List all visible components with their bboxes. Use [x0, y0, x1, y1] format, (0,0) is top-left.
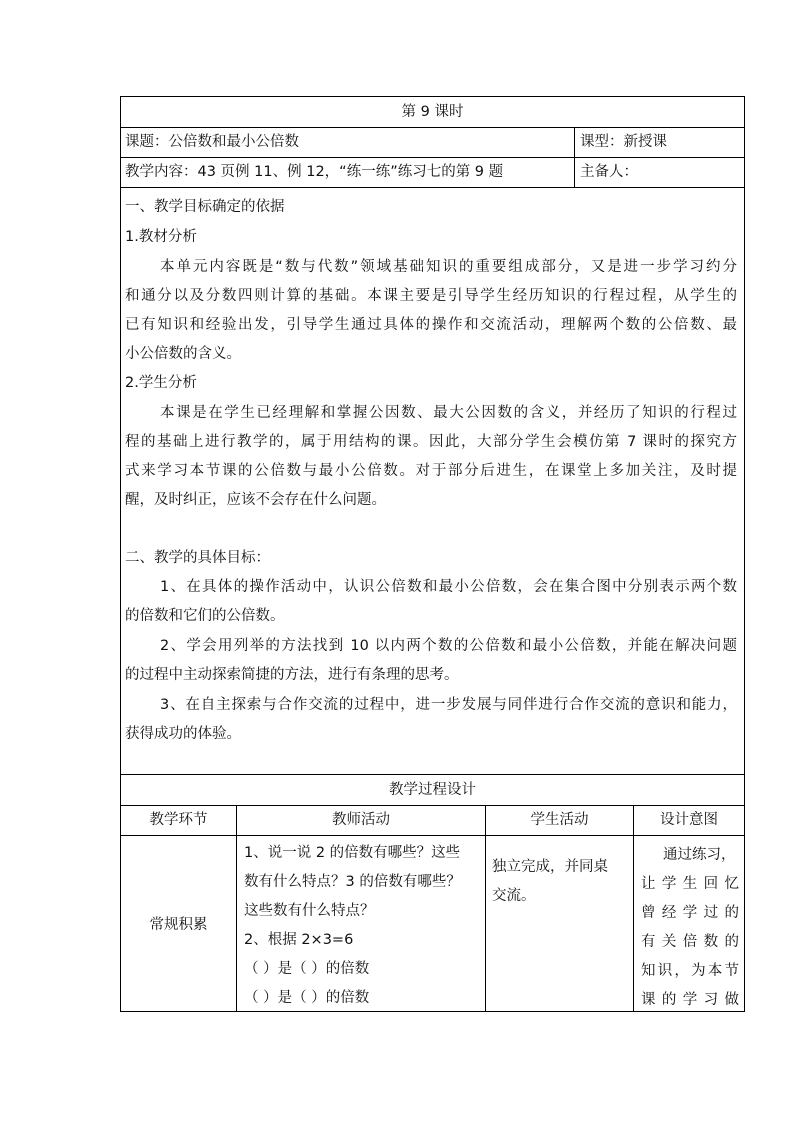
subsection-heading: 2.学生分析	[125, 375, 197, 391]
paragraph-line: 式来学习本节课的公倍数与最小公倍数。对于部分后进生，在课堂上多加关注，及时提	[125, 463, 737, 479]
column-header: 设计意图	[660, 812, 718, 828]
table-rule	[120, 835, 745, 836]
process-title: 教学过程设计	[389, 782, 476, 798]
table-rule	[744, 96, 745, 1012]
student-activity-line: 独立完成，并同桌	[492, 859, 608, 875]
teacher-activity-line: （ ）是（ ）的倍数	[244, 961, 370, 977]
preparer: 主备人：	[580, 164, 638, 180]
teacher-activity-line: 1、说一说 2 的倍数有哪些？这些	[244, 845, 461, 861]
table-rule	[236, 805, 237, 1012]
intent-line: 让学生回忆	[641, 876, 739, 892]
paragraph-line: 本单元内容既是“数与代数”领域基础知识的重要组成部分，又是进一步学习约分	[160, 259, 737, 275]
intent-line: 曾经学过的	[641, 905, 739, 921]
stage-cell: 常规积累	[149, 917, 208, 933]
objective-line: 3、在自主探索与合作交流的过程中，进一步发展与同伴进行合作交流的意识和能力，	[160, 697, 737, 713]
objective-line: 的倍数和它们的公倍数。	[125, 608, 285, 624]
table-rule	[120, 774, 745, 775]
table-rule	[120, 805, 745, 806]
section-heading: 二、教学的具体目标：	[125, 550, 270, 566]
column-header: 教师活动	[332, 812, 390, 828]
objective-line: 获得成功的体验。	[125, 726, 241, 742]
teacher-activity-line: 数有什么特点？3 的倍数有哪些？	[244, 874, 461, 890]
table-rule	[120, 96, 745, 97]
paragraph-line: 程的基础上进行教学的，属于用结构的课。因此，大部分学生会模仿第 7 课时的探究方	[125, 434, 737, 450]
table-rule	[120, 127, 745, 128]
objective-line: 1、在具体的操作活动中，认识公倍数和最小公倍数，会在集合图中分别表示两个数	[160, 579, 737, 595]
table-rule	[633, 805, 634, 1012]
paragraph-line: 本课是在学生已经理解和掌握公因数、最大公因数的含义，并经历了知识的行程过	[160, 405, 737, 421]
table-rule	[120, 157, 745, 158]
table-rule	[574, 127, 575, 188]
paragraph-line: 已有知识和经验出发，引导学生通过具体的操作和交流活动，理解两个数的公倍数、最	[125, 317, 737, 333]
paragraph-line: 和通分以及分数四则计算的基础。本课主要是引导学生经历知识的行程过程，从学生的	[125, 288, 737, 304]
table-rule	[120, 187, 745, 188]
intent-line: 通过练习，	[663, 847, 736, 863]
subsection-heading: 1.教材分析	[125, 229, 197, 245]
paragraph-line: 小公倍数的含义。	[125, 346, 241, 362]
lesson-type: 课型：新授课	[580, 134, 667, 150]
column-header: 学生活动	[530, 812, 589, 828]
section-heading: 一、教学目标确定的依据	[125, 199, 285, 215]
table-rule	[485, 805, 486, 1012]
lesson-content: 教学内容：43 页例 11、例 12，“练一练”练习七的第 9 题	[125, 164, 504, 180]
lesson-number: 第 9 课时	[401, 104, 464, 120]
paragraph-line: 醒，及时纠正，应该不会存在什么问题。	[125, 492, 386, 508]
objective-line: 2、学会用列举的方法找到 10 以内两个数的公倍数和最小公倍数，并能在解决问题	[160, 638, 737, 654]
lesson-topic: 课题：公倍数和最小公倍数	[125, 134, 299, 150]
teacher-activity-line: 这些数有什么特点？	[244, 903, 375, 919]
table-rule	[120, 96, 121, 1012]
intent-line: 知识，为本节	[641, 963, 739, 979]
teacher-activity-line: 2、根据 2×3=6	[244, 932, 354, 948]
student-activity-line: 交流。	[492, 888, 536, 904]
column-header: 教学环节	[149, 812, 208, 828]
intent-line: 有关倍数的	[641, 934, 739, 950]
teacher-activity-line: （ ）是（ ）的倍数	[244, 990, 370, 1006]
objective-line: 的过程中主动探索简捷的方法，进行有条理的思考。	[125, 667, 459, 683]
intent-line: 课的学习做	[641, 992, 739, 1008]
